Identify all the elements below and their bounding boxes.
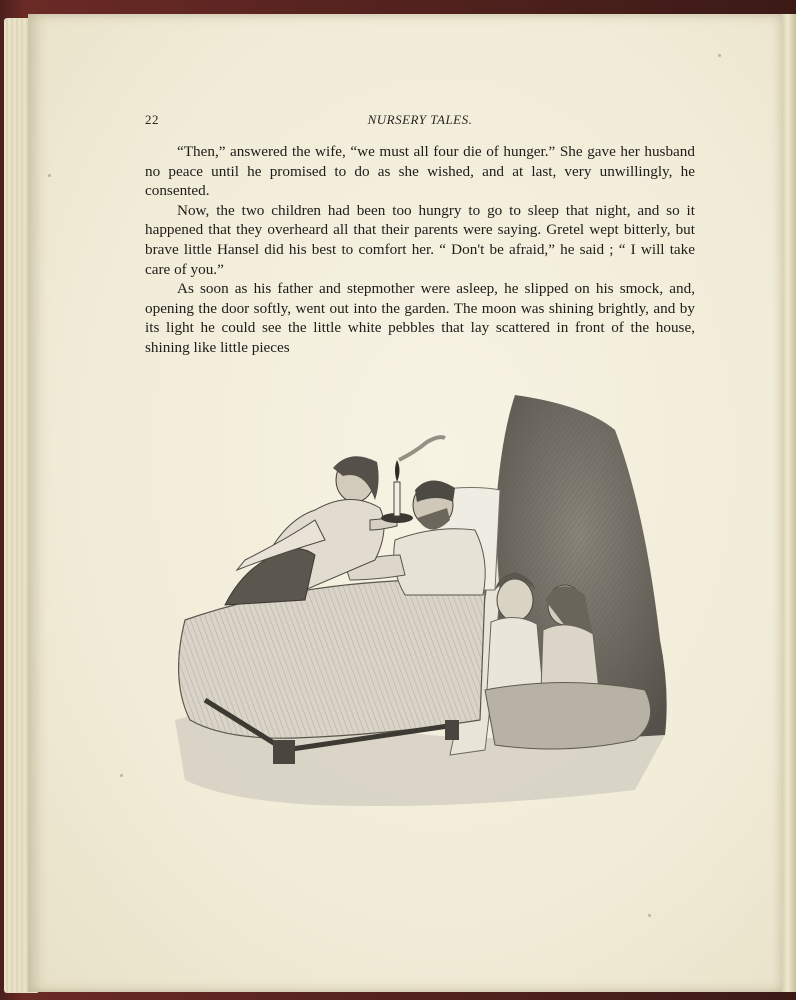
engraving-illustration-icon <box>165 390 675 820</box>
paragraph-2: Now, the two children had been too hungry to go to sleep that night, and so it happened that they overheard all that their parents were saying. Gretel wept bitterly, but brave little Hansel did his best to comfort her. “ Don't be afraid,” he said ; “ I will take care of you.” <box>145 201 695 278</box>
body-text <box>145 142 695 358</box>
page-right-edge <box>782 14 796 992</box>
page-number: 22 <box>145 112 159 127</box>
page-header <box>145 112 695 128</box>
paragraph-1: “Then,” answered the wife, “we must all four die of hunger.” She gave her husband no peace until he promised to do as she wished, and at last, very unwillingly, he consented. <box>145 143 695 200</box>
paragraph-3: As soon as his father and stepmother were asleep, he slipped on his smock, and, opening the door softly, went out into the garden. The moon was shining brightly, and by its light he could see the little white pebbles that lay scattered in front of the house, shining like little pieces <box>145 280 695 356</box>
running-title: NURSERY TALES. <box>367 112 473 127</box>
